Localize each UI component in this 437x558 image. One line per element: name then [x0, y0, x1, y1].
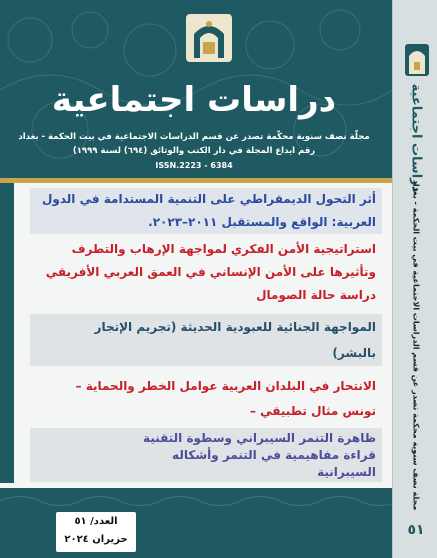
house-of-wisdom-emblem-icon: [186, 14, 232, 62]
spine-title: دراسات اجتماعية: [408, 83, 424, 193]
spine-emblem-icon: [405, 44, 429, 76]
article-2[interactable]: [20, 238, 376, 307]
article-1-line-2: العربية: الواقع والمستقبل ٢٠١١–٢٠٢٣.: [148, 215, 376, 229]
spine-issue-number: ٥١: [407, 522, 425, 538]
article-5-line-3: السيبرانية: [317, 465, 376, 479]
issue-date: حزيران ٢٠٢٤: [64, 534, 128, 545]
article-5-line-1: ظاهرة التنمر السيبراني وسطوة التقنية: [143, 431, 376, 445]
article-5-line-2: قراءة مفاهيمية في التنمر وأشكاله: [172, 448, 376, 462]
issue-number: العدد/ ٥١: [74, 516, 118, 527]
article-4-line-1: الانتحار في البلدان العربية عوامل الخطر والحماية –: [75, 379, 376, 393]
journal-title: دراسات اجتماعية: [51, 80, 337, 120]
footer-pattern: [0, 492, 392, 510]
spine: [392, 0, 437, 558]
article-2-line-1: استراتيجية الأمن الفكري لمواجهة الإرهاب والتطرف: [71, 242, 376, 256]
article-2-line-3: دراسة حالة الصومال: [256, 288, 376, 302]
article-3-line-2: بالبشر): [332, 346, 376, 360]
article-3-line-1: المواجهة الجنائية للعبودية الحديثة (تجريم الإتجار: [94, 320, 376, 334]
article-2-line-2: وتأثيرها على الأمن الإنساني في العمق العربي الأفريقي: [45, 265, 376, 279]
article-3[interactable]: [20, 314, 376, 366]
article-4[interactable]: [20, 374, 376, 424]
article-5[interactable]: [20, 430, 376, 481]
gold-divider: [0, 178, 392, 183]
journal-description: مجلّة نصف سنوية محكّمة تصدر عن قسم الدراسات الاجتماعية في بيت الحكمة - بغداد: [18, 132, 370, 142]
article-1-line-1: أثر التحول الديمقراطي على التنمية المستدامة في الدول: [41, 192, 376, 206]
article-4-line-2: تونس مثال تطبيقي –: [249, 404, 376, 418]
side-strip: [0, 183, 14, 483]
article-1[interactable]: [20, 188, 376, 234]
deposit-number: رقم ايداع المجلة في دار الكتب والوثائق (٦٩٤) لسنة ١٩٩٩): [72, 146, 316, 156]
spine-subtitle: مجلة نصف سنوية محكمة تصدر عن قسم الدراسات الاجتماعية في بيت الحكمة - بغداد: [411, 179, 421, 511]
issn: ISSN.2223 - 6384: [155, 161, 233, 170]
